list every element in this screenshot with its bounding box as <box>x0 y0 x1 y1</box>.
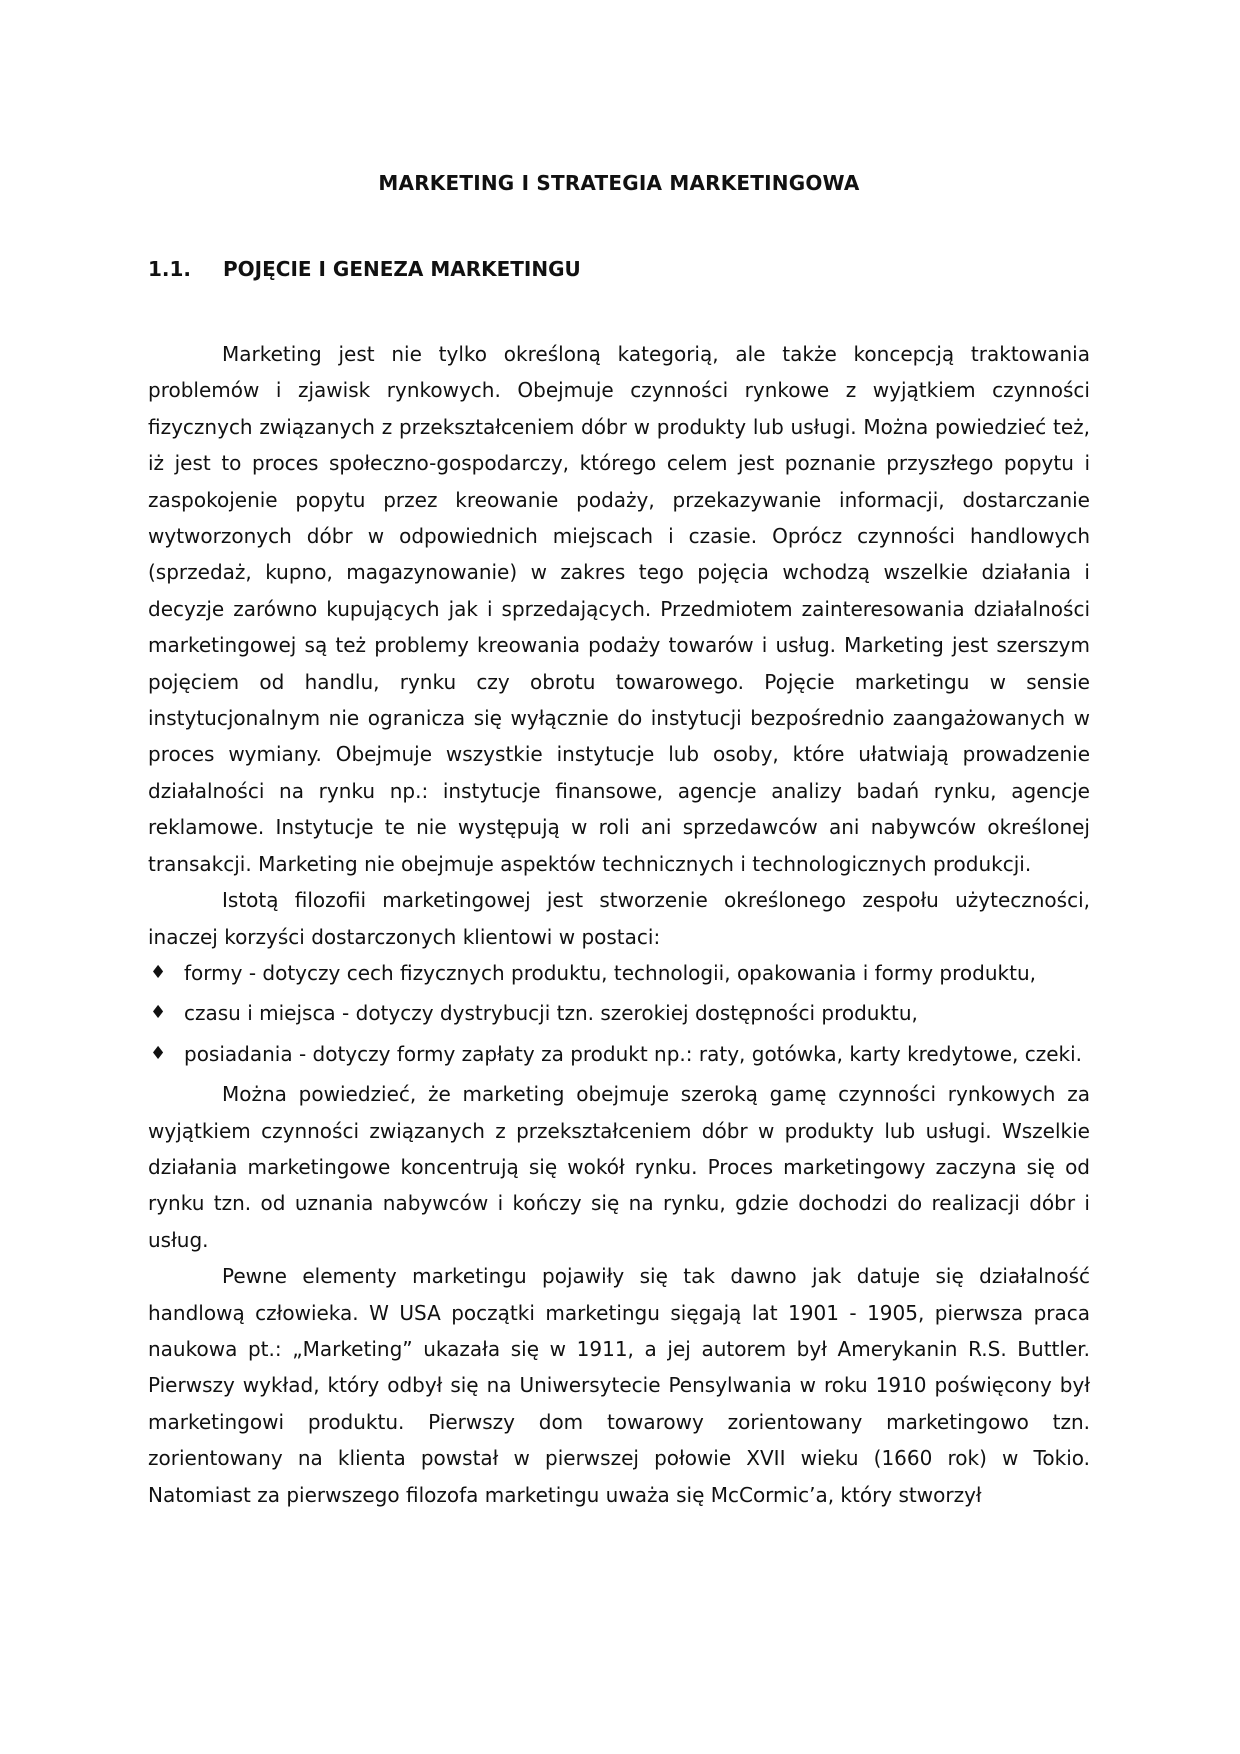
paragraph-2: Istotą filozofii marketingowej jest stworzenie określonego zespołu użyteczności, inaczej korzyści dostarczonych klientowi w postaci: <box>148 888 1090 949</box>
body-text <box>148 336 1090 1513</box>
diamond-bullet-icon: ♦ <box>150 1002 167 1024</box>
list-item-text: formy - dotyczy cech fizycznych produktu, technologii, opakowania i formy produktu, <box>184 960 1036 985</box>
section-heading <box>148 254 1090 284</box>
section-title: POJĘCIE I GENEZA MARKETINGU <box>223 257 581 281</box>
list-item-text: czasu i miejsca - dotyczy dystrybucji tzn. szerokiej dostępności produktu, <box>184 1001 918 1026</box>
diamond-bullet-icon: ♦ <box>150 1042 167 1064</box>
list-item <box>148 995 1090 1031</box>
document-title: MARKETING I STRATEGIA MARKETINGOWA <box>378 171 860 195</box>
document-page <box>148 168 1090 1513</box>
list-item <box>148 1036 1090 1072</box>
list-item <box>148 955 1090 991</box>
section-number: 1.1. <box>148 257 192 281</box>
paragraph-1: Marketing jest nie tylko określoną kategorią, ale także koncepcją traktowania problemów i zjawisk rynkowych. Obejmuje czynności rynkowe z wyjątkiem czynności fizycznych związanych z przekształceniem dóbr w produkty lub usługi. Można powiedzieć też, iż jest to proces społeczno-gospodarczy, którego celem jest poznanie przyszłego popytu i zaspokojenie popytu przez kreowanie podaży, przekazywanie informacji, dostarczanie wytworzonych dóbr w odpowiednich miejscach i czasie. Oprócz czynności handlowych (sprzedaż, kupno, magazynowanie) w zakres tego pojęcia wchodzą wszelkie działania i decyzje zarówno kupujących jak i sprzedających. Przedmiotem zainteresowania działalności marketingowej są też problemy kreowania podaży towarów i usług. Marketing jest szerszym pojęciem od handlu, rynku czy obrotu towarowego. Pojęcie marketingu w sensie instytucjonalnym nie ogranicza się wyłącznie do instytucji bezpośrednio zaangażowanych w proces wymiany. Obejmuje wszystkie instytucje lub osoby, które ułatwiają prowadzenie działalności na rynku np.: instytucje finansowe, agencje analizy badań rynku, agencje reklamowe. Instytucje te nie występują w roli ani sprzedawców ani nabywców określonej transakcji. Marketing nie obejmuje aspektów technicznych i technologicznych produkcji. <box>148 342 1090 876</box>
diamond-bullet-icon: ♦ <box>150 961 167 983</box>
bullet-list <box>148 955 1090 1072</box>
list-item-text: posiadania - dotyczy formy zapłaty za produkt np.: raty, gotówka, karty kredytowe, czeki. <box>184 1041 1083 1066</box>
paragraph-4: Pewne elementy marketingu pojawiły się tak dawno jak datuje się działalność handlową człowieka. W USA początki marketingu sięgają lat 1901 - 1905, pierwsza praca naukowa pt.: „Marketing” ukazała się w 1911, a jej autorem był Amerykanin R.S. Buttler. Pierwszy wykład, który odbył się na Uniwersytecie Pensylwania w roku 1910 poświęcony był marketingowi produktu. Pierwszy dom towarowy zorientowany marketingowo tzn. zorientowany na klienta powstał w pierwszej połowie XVII wieku (1660 rok) w Tokio. Natomiast za pierwszego filozofa marketingu uważa się McCormic’a, który stworzył <box>148 1264 1090 1507</box>
paragraph-3: Można powiedzieć, że marketing obejmuje szeroką gamę czynności rynkowych za wyjątkiem czynności związanych z przekształceniem dóbr w produkty lub usługi. Wszelkie działania marketingowe koncentrują się wokół rynku. Proces marketingowy zaczyna się od rynku tzn. od uznania nabywców i kończy się na rynku, gdzie dochodzi do realizacji dóbr i usług. <box>148 1082 1090 1252</box>
